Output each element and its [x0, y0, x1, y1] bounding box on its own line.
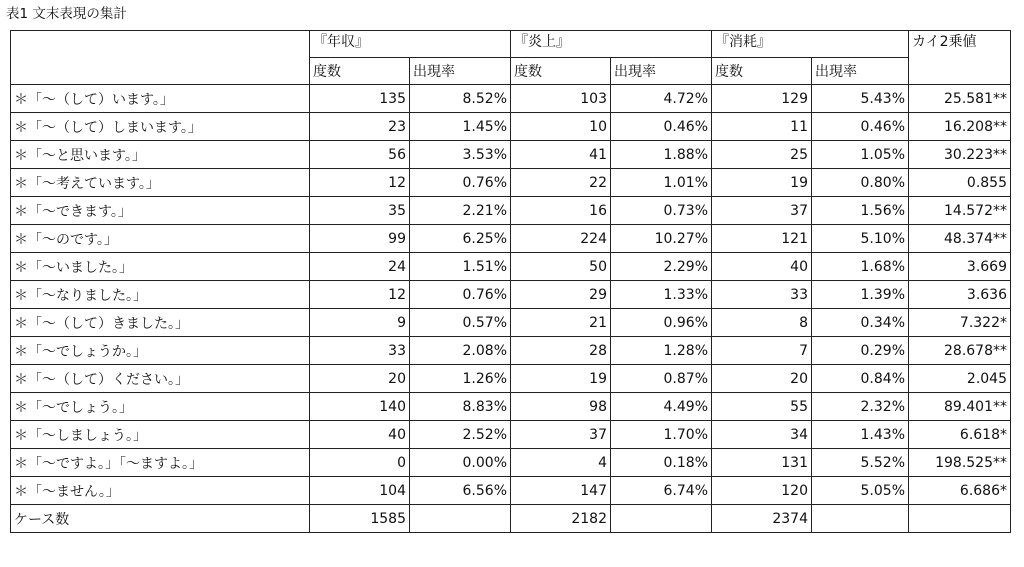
count-nenshu: 135 [310, 85, 410, 113]
rate-nenshu: 2.21% [410, 197, 511, 225]
table-row [11, 225, 1011, 253]
count-nenshu: 12 [310, 281, 410, 309]
rate-nenshu: 2.52% [410, 421, 511, 449]
rate-enjo: 4.49% [611, 393, 712, 421]
subheader-rate: 出現率 [611, 58, 712, 85]
rate-enjo: 1.01% [611, 169, 712, 197]
chi-square-value: 6.686* [909, 477, 1011, 505]
count-shomo: 20 [712, 365, 812, 393]
rate-enjo: 4.72% [611, 85, 712, 113]
chi-square-value: 7.322* [909, 309, 1011, 337]
count-nenshu: 33 [310, 337, 410, 365]
row-label: ＊「～しましょう。」 [11, 421, 310, 449]
rate-nenshu: 1.51% [410, 253, 511, 281]
table-row [11, 421, 1011, 449]
chi-square-value: 3.636 [909, 281, 1011, 309]
chi-square-value: 89.401** [909, 393, 1011, 421]
rate-shomo: 5.05% [812, 477, 909, 505]
count-nenshu: 9 [310, 309, 410, 337]
rate-shomo: 5.52% [812, 449, 909, 477]
rate-enjo: 6.74% [611, 477, 712, 505]
table-row [11, 197, 1011, 225]
chi-square-value: 30.223** [909, 141, 1011, 169]
count-enjo: 21 [511, 309, 611, 337]
count-shomo: 19 [712, 169, 812, 197]
rate-nenshu: 8.83% [410, 393, 511, 421]
table-row [11, 141, 1011, 169]
rate-shomo: 0.46% [812, 113, 909, 141]
row-label: ＊「～（して）ください。」 [11, 365, 310, 393]
rate-enjo: 0.73% [611, 197, 712, 225]
rate-nenshu: 2.08% [410, 337, 511, 365]
rate-nenshu: 1.26% [410, 365, 511, 393]
table-row [11, 449, 1011, 477]
row-label: ＊「～のです。」 [11, 225, 310, 253]
rate-enjo: 1.33% [611, 281, 712, 309]
count-nenshu: 0 [310, 449, 410, 477]
count-shomo: 25 [712, 141, 812, 169]
empty-cell [611, 505, 712, 533]
chi-square-value: 48.374** [909, 225, 1011, 253]
rate-shomo: 2.32% [812, 393, 909, 421]
row-label: ＊「～（して）しまいます。」 [11, 113, 310, 141]
case-count-shomo: 2374 [712, 505, 812, 533]
count-nenshu: 56 [310, 141, 410, 169]
chi-square-value: 25.581** [909, 85, 1011, 113]
table-row [11, 477, 1011, 505]
header-corner-cell [11, 31, 310, 85]
rate-shomo: 5.43% [812, 85, 909, 113]
chi-square-value: 2.045 [909, 365, 1011, 393]
count-shomo: 7 [712, 337, 812, 365]
count-shomo: 131 [712, 449, 812, 477]
count-nenshu: 24 [310, 253, 410, 281]
rate-nenshu: 1.45% [410, 113, 511, 141]
count-enjo: 98 [511, 393, 611, 421]
group-header-enjo: 『炎上』 [511, 31, 712, 58]
chi-square-header: カイ2乗値 [909, 31, 1011, 85]
chi-square-value: 16.208** [909, 113, 1011, 141]
count-enjo: 41 [511, 141, 611, 169]
count-shomo: 129 [712, 85, 812, 113]
table-row [11, 337, 1011, 365]
count-shomo: 34 [712, 421, 812, 449]
count-shomo: 120 [712, 477, 812, 505]
count-enjo: 16 [511, 197, 611, 225]
rate-enjo: 2.29% [611, 253, 712, 281]
count-enjo: 10 [511, 113, 611, 141]
row-label: ＊「～でしょう。」 [11, 393, 310, 421]
count-shomo: 55 [712, 393, 812, 421]
subheader-rate: 出現率 [812, 58, 909, 85]
rate-enjo: 1.88% [611, 141, 712, 169]
rate-nenshu: 0.76% [410, 281, 511, 309]
count-enjo: 147 [511, 477, 611, 505]
row-label: ＊「～いました。」 [11, 253, 310, 281]
count-shomo: 40 [712, 253, 812, 281]
count-nenshu: 104 [310, 477, 410, 505]
rate-enjo: 0.46% [611, 113, 712, 141]
row-label: ＊「～なりました。」 [11, 281, 310, 309]
count-enjo: 4 [511, 449, 611, 477]
rate-shomo: 1.39% [812, 281, 909, 309]
count-shomo: 8 [712, 309, 812, 337]
subheader-count: 度数 [712, 58, 812, 85]
header-row-groups [11, 31, 1011, 58]
rate-nenshu: 0.00% [410, 449, 511, 477]
rate-shomo: 1.56% [812, 197, 909, 225]
table-row [11, 85, 1011, 113]
empty-cell [812, 505, 909, 533]
empty-cell [909, 505, 1011, 533]
rate-shomo: 0.34% [812, 309, 909, 337]
table-row [11, 169, 1011, 197]
rate-shomo: 0.29% [812, 337, 909, 365]
row-label: ＊「～ですよ。」「～ますよ。」 [11, 449, 310, 477]
rate-shomo: 1.43% [812, 421, 909, 449]
row-label: ＊「～でしょうか。」 [11, 337, 310, 365]
count-nenshu: 12 [310, 169, 410, 197]
table-row [11, 281, 1011, 309]
chi-square-value: 28.678** [909, 337, 1011, 365]
count-nenshu: 20 [310, 365, 410, 393]
count-nenshu: 35 [310, 197, 410, 225]
count-enjo: 29 [511, 281, 611, 309]
rate-enjo: 10.27% [611, 225, 712, 253]
case-count-enjo: 2182 [511, 505, 611, 533]
chi-square-value: 0.855 [909, 169, 1011, 197]
rate-enjo: 1.28% [611, 337, 712, 365]
table-caption: 表1 文末表現の集計 [6, 6, 127, 22]
chi-square-value: 6.618* [909, 421, 1011, 449]
subheader-count: 度数 [310, 58, 410, 85]
count-enjo: 19 [511, 365, 611, 393]
rate-nenshu: 6.25% [410, 225, 511, 253]
subheader-count: 度数 [511, 58, 611, 85]
table-row [11, 309, 1011, 337]
count-nenshu: 140 [310, 393, 410, 421]
empty-cell [410, 505, 511, 533]
rate-nenshu: 8.52% [410, 85, 511, 113]
count-shomo: 37 [712, 197, 812, 225]
rate-enjo: 0.18% [611, 449, 712, 477]
rate-shomo: 0.84% [812, 365, 909, 393]
chi-square-value: 198.525** [909, 449, 1011, 477]
count-nenshu: 99 [310, 225, 410, 253]
subheader-rate: 出現率 [410, 58, 511, 85]
count-enjo: 50 [511, 253, 611, 281]
rate-shomo: 1.68% [812, 253, 909, 281]
rate-shomo: 5.10% [812, 225, 909, 253]
frequency-table [10, 30, 1011, 533]
rate-enjo: 0.87% [611, 365, 712, 393]
rate-shomo: 1.05% [812, 141, 909, 169]
rate-shomo: 0.80% [812, 169, 909, 197]
row-label: ＊「～考えています。」 [11, 169, 310, 197]
rate-nenshu: 0.76% [410, 169, 511, 197]
count-enjo: 22 [511, 169, 611, 197]
count-enjo: 224 [511, 225, 611, 253]
count-nenshu: 40 [310, 421, 410, 449]
group-header-shomo: 『消耗』 [712, 31, 909, 58]
case-count-nenshu: 1585 [310, 505, 410, 533]
footer-label: ケース数 [11, 505, 310, 533]
table-row [11, 113, 1011, 141]
rate-nenshu: 3.53% [410, 141, 511, 169]
chi-square-value: 14.572** [909, 197, 1011, 225]
count-shomo: 11 [712, 113, 812, 141]
count-shomo: 121 [712, 225, 812, 253]
count-enjo: 103 [511, 85, 611, 113]
count-enjo: 37 [511, 421, 611, 449]
row-label: ＊「～できます。」 [11, 197, 310, 225]
rate-nenshu: 6.56% [410, 477, 511, 505]
row-label: ＊「～（して）きました。」 [11, 309, 310, 337]
row-label: ＊「～ません。」 [11, 477, 310, 505]
table-row [11, 365, 1011, 393]
table-row [11, 253, 1011, 281]
footer-row-case-count [11, 505, 1011, 533]
row-label: ＊「～（して）います。」 [11, 85, 310, 113]
rate-nenshu: 0.57% [410, 309, 511, 337]
rate-enjo: 1.70% [611, 421, 712, 449]
table-row [11, 393, 1011, 421]
count-enjo: 28 [511, 337, 611, 365]
group-header-nenshu: 『年収』 [310, 31, 511, 58]
count-nenshu: 23 [310, 113, 410, 141]
chi-square-value: 3.669 [909, 253, 1011, 281]
row-label: ＊「～と思います。」 [11, 141, 310, 169]
count-shomo: 33 [712, 281, 812, 309]
rate-enjo: 0.96% [611, 309, 712, 337]
